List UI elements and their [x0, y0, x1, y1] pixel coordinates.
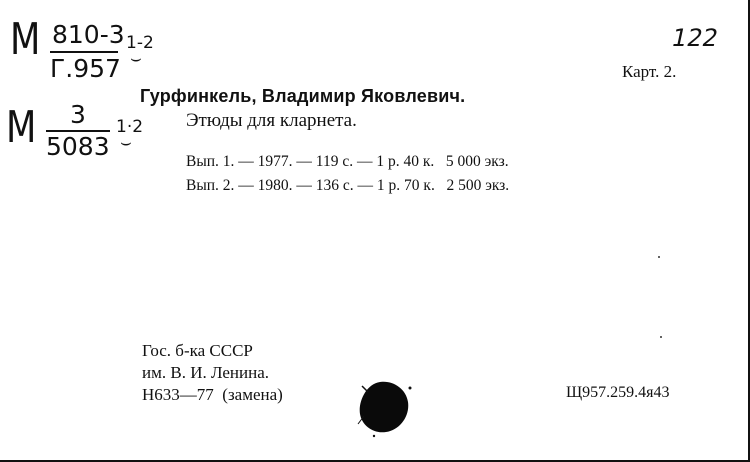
- author-heading: Гурфинкель, Владимир Яковлевич.: [140, 86, 466, 106]
- shelfmark-1-top: 810-3: [52, 20, 125, 49]
- work-title: Этюды для кларнета.: [186, 110, 357, 131]
- shelfmark-1-bottom: Г.957: [50, 54, 121, 83]
- library-line-3: Н633—77 (замена): [142, 385, 283, 404]
- classification-mark: Щ957.259.4я43: [566, 384, 670, 401]
- paper-speck: [660, 336, 662, 338]
- ink-blot: [350, 372, 420, 442]
- shelfmark-2-tilde: ⌣: [120, 132, 132, 153]
- shelfmark-1-rule: [50, 51, 118, 53]
- card-label: Карт. 2.: [622, 62, 677, 81]
- shelfmark-1-tilde: ⌣: [130, 48, 142, 69]
- shelfmark-1-copies: 1-2: [126, 33, 154, 53]
- shelfmark-2-bottom: 5083: [46, 132, 110, 161]
- library-line-1: Гос. б-ка СССР: [142, 341, 253, 360]
- paper-speck: [658, 256, 660, 258]
- shelfmark-2-copies: 1·2: [116, 117, 144, 137]
- shelfmark-2-top: 3: [70, 100, 86, 129]
- shelfmark-2-letter: М: [6, 102, 37, 153]
- shelfmark-1-letter: М: [10, 14, 41, 65]
- library-line-2: им. В. И. Ленина.: [142, 363, 270, 382]
- issue-line-1: Вып. 1. — 1977. — 119 с. — 1 р. 40 к. 5 000 экз.: [186, 153, 509, 170]
- inventory-number: 122: [669, 24, 721, 52]
- issue-line-2: Вып. 2. — 1980. — 136 с. — 1 р. 70 к. 2 500 экз.: [186, 177, 510, 194]
